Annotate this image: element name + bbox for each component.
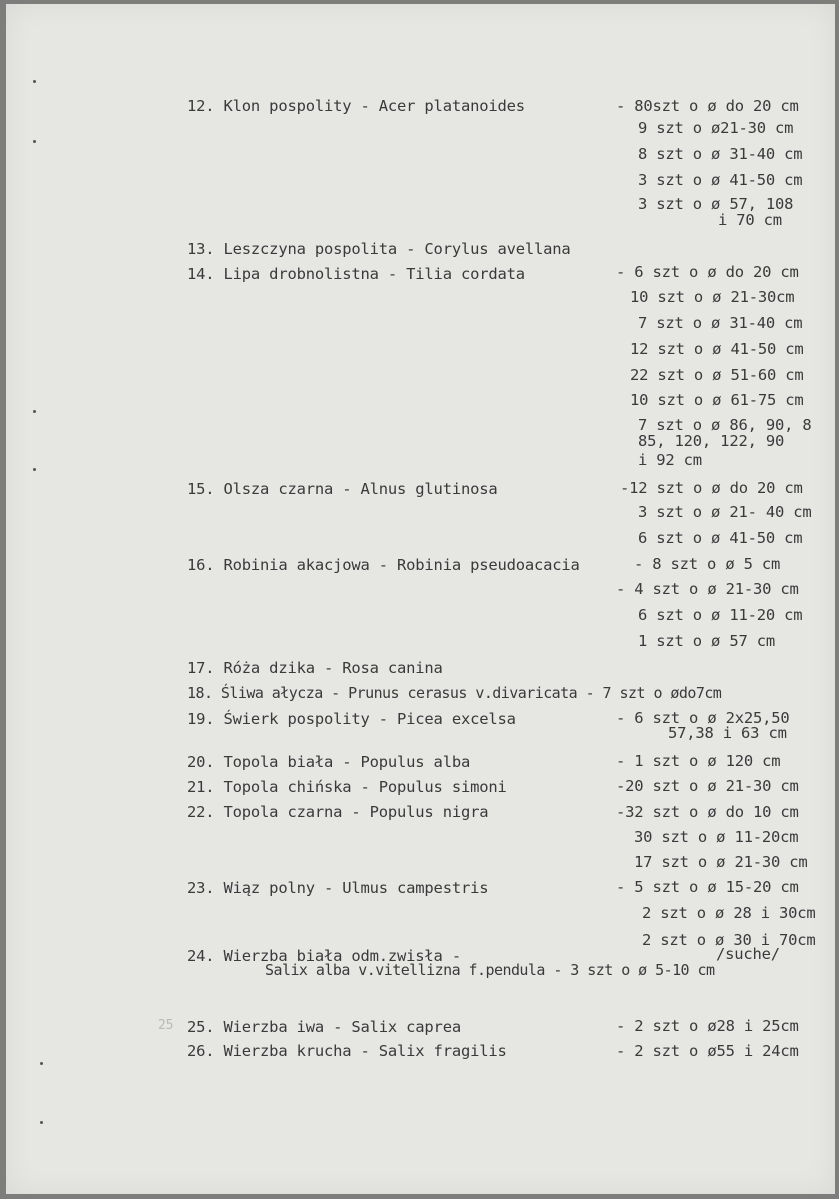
- count-line: 2 szt o ø 28 i 30cm: [642, 904, 816, 922]
- margin-mark: [33, 80, 36, 83]
- count-line: -12 szt o ø do 20 cm: [620, 479, 803, 497]
- count-line: 85, 120, 122, 90: [638, 432, 785, 450]
- count-line: 22 szt o ø 51-60 cm: [630, 366, 804, 384]
- count-line: - 4 szt o ø 21-30 cm: [616, 580, 799, 598]
- count-line: 3 szt o ø 21- 40 cm: [638, 503, 812, 521]
- margin-mark: [33, 140, 36, 143]
- entry-14: 14. Lipa drobnolistna - Tilia cordata: [187, 265, 525, 283]
- count-line: -32 szt o ø do 10 cm: [616, 803, 799, 821]
- count-line: - 8 szt o ø 5 cm: [634, 555, 781, 573]
- count-line: - 80szt o ø do 20 cm: [616, 97, 799, 115]
- entry-12: 12. Klon pospolity - Acer platanoides: [187, 97, 525, 115]
- count-line: i 70 cm: [718, 211, 782, 229]
- count-line: 10 szt o ø 61-75 cm: [630, 391, 804, 409]
- margin-mark: [40, 1121, 43, 1124]
- entry-22: 22. Topola czarna - Populus nigra: [187, 803, 489, 821]
- count-line: - 5 szt o ø 15-20 cm: [616, 878, 799, 896]
- count-line: 6 szt o ø 11-20 cm: [638, 606, 803, 624]
- entry-17: 17. Róża dzika - Rosa canina: [187, 659, 443, 677]
- margin-mark: [33, 410, 36, 413]
- count-line: -20 szt o ø 21-30 cm: [616, 777, 799, 795]
- count-line: 2 szt o ø 30 i 70cm: [642, 931, 816, 949]
- count-line: 12 szt o ø 41-50 cm: [630, 340, 804, 358]
- count-line: i 92 cm: [638, 451, 702, 469]
- entry-21: 21. Topola chińska - Populus simoni: [187, 778, 507, 796]
- margin-page-number: 25: [158, 1018, 174, 1033]
- count-line: 8 szt o ø 31-40 cm: [638, 145, 803, 163]
- count-line: 3 szt o ø 57, 108: [638, 195, 794, 213]
- entry-13: 13. Leszczyna pospolita - Corylus avellana: [187, 240, 571, 258]
- count-line: 17 szt o ø 21-30 cm: [634, 853, 808, 871]
- count-line: 6 szt o ø 41-50 cm: [638, 529, 803, 547]
- count-line: - 6 szt o ø 2x25,50: [616, 709, 790, 727]
- count-line: - 2 szt o ø28 i 25cm: [616, 1017, 799, 1035]
- count-line: 7 szt o ø 31-40 cm: [638, 314, 803, 332]
- margin-mark: [33, 468, 36, 471]
- count-line: - 1 szt o ø 120 cm: [616, 752, 781, 770]
- entry-15: 15. Olsza czarna - Alnus glutinosa: [187, 480, 498, 498]
- count-line: - 6 szt o ø do 20 cm: [616, 263, 799, 281]
- count-line: 30 szt o ø 11-20cm: [634, 828, 799, 846]
- count-line: - 2 szt o ø55 i 24cm: [616, 1042, 799, 1060]
- entry-20: 20. Topola biała - Populus alba: [187, 753, 471, 771]
- entry-25: 25. Wierzba iwa - Salix caprea: [187, 1018, 461, 1036]
- entry-16: 16. Robinia akacjowa - Robinia pseudoacacia: [187, 556, 580, 574]
- entry-19: 19. Świerk pospolity - Picea excelsa: [187, 710, 516, 728]
- count-line: 57,38 i 63 cm: [668, 724, 787, 742]
- entry-23: 23. Wiąz polny - Ulmus campestris: [187, 879, 489, 897]
- entry-24-continuation: Salix alba v.vitellizna f.pendula - 3 szt o ø 5-10 cm: [265, 961, 715, 979]
- count-line: 9 szt o ø21-30 cm: [638, 119, 794, 137]
- count-line: 3 szt o ø 41-50 cm: [638, 171, 803, 189]
- count-line: /suche/: [716, 945, 780, 963]
- entry-18: 18. Śliwa ałycza - Prunus cerasus v.divaricata - 7 szt o ødo7cm: [187, 684, 722, 702]
- count-line: 1 szt o ø 57 cm: [638, 632, 775, 650]
- entry-24: 24. Wierzba biała odm.zwisła -: [187, 947, 461, 965]
- count-line: 10 szt o ø 21-30cm: [630, 288, 795, 306]
- margin-mark: [40, 1062, 43, 1065]
- count-line: 7 szt o ø 86, 90, 8: [638, 416, 812, 434]
- entry-26: 26. Wierzba krucha - Salix fragilis: [187, 1042, 507, 1060]
